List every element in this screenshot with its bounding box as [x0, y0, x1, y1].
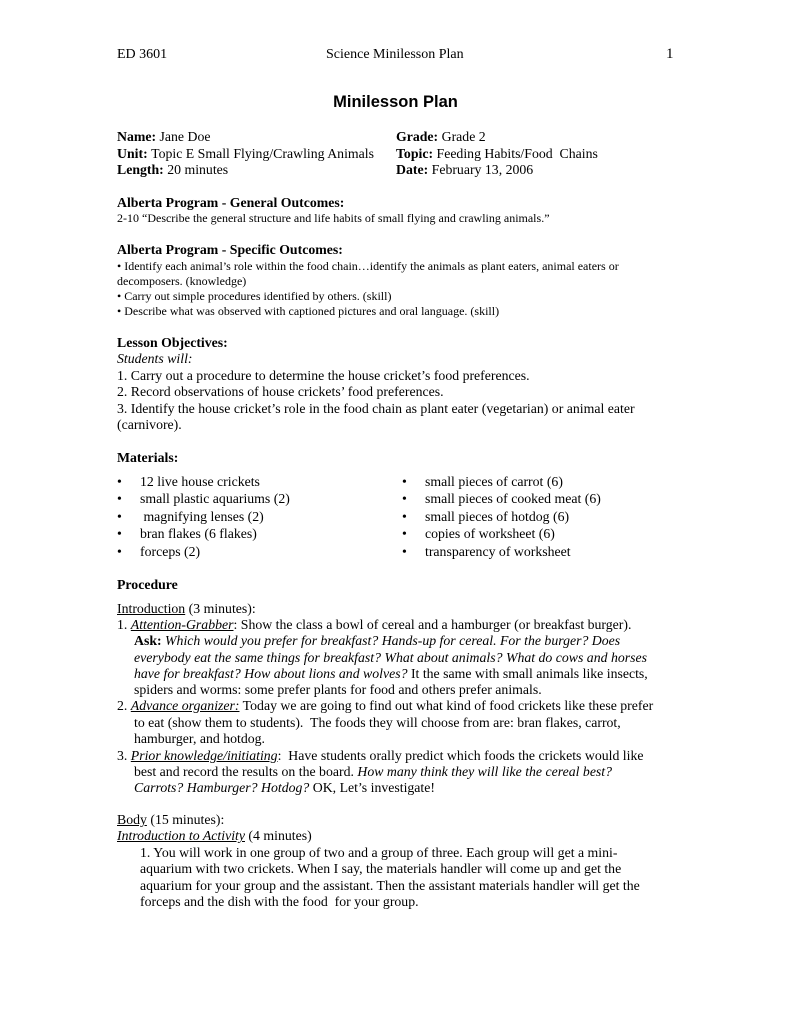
- activity-text-line: aquarium with two crickets. When I say, the materials handler will come up and get the: [140, 861, 622, 876]
- step-3-line: Carrots? Hamburger? Hotdog? OK, Let’s investigate!: [134, 780, 435, 795]
- specific-outcome-line: • Carry out simple procedures identified by others. (skill): [117, 289, 392, 303]
- materials-heading: Materials:: [117, 450, 179, 465]
- activity-text-line: forceps and the dish with the food for your group.: [140, 894, 419, 909]
- advance-organizer-label: Advance organizer:: [130, 698, 240, 713]
- specific-outcomes-heading: Alberta Program - Specific Outcomes:: [117, 242, 343, 257]
- general-outcomes-heading: Alberta Program - General Outcomes:: [117, 195, 345, 210]
- body-label: Body: [117, 812, 147, 827]
- step-3: 3. Prior knowledge/initiating: Have students orally predict which foods the crickets would like: [117, 748, 644, 763]
- unit-label: Unit:: [117, 146, 148, 161]
- topic-row: [396, 146, 598, 163]
- introduction-line: Introduction (3 minutes):: [117, 601, 256, 616]
- material-item: • small pieces of hotdog (6): [402, 509, 570, 524]
- grade-label: Grade:: [396, 129, 439, 144]
- date-row: [396, 162, 533, 179]
- material-item: • copies of worksheet (6): [402, 526, 555, 541]
- step-1: 1. Attention-Grabber: Show the class a bowl of cereal and a hamburger (or breakfast burger).: [117, 617, 632, 632]
- grade-value: Grade 2: [441, 129, 486, 144]
- step-3-line: best and record the results on the board. How many think they will like the cereal best?: [134, 764, 613, 779]
- specific-outcome-line: decomposers. (knowledge): [117, 274, 247, 288]
- activity-text-line: aquarium for your group and the assistant. Then the assistant materials handler will get the: [140, 878, 640, 893]
- step-2-line: hamburger, and hotdog.: [134, 731, 266, 746]
- ask-line: spiders and worms: some prefer plants for food and others prefer animals.: [134, 682, 542, 697]
- header-doc-title: Science Minilesson Plan: [326, 47, 464, 62]
- material-item: • small plastic aquariums (2): [117, 491, 290, 506]
- ask-line: everybody eat the same things for breakfast? What about animals? What do cows and horses: [134, 650, 647, 665]
- procedure-heading: Procedure: [117, 577, 178, 592]
- material-item: • magnifying lenses (2): [117, 509, 264, 524]
- page-title: Minilesson Plan: [333, 93, 458, 111]
- length-row: [117, 162, 228, 179]
- introduction-label: Introduction: [117, 601, 186, 616]
- attention-grabber-label: Attention-Grabber: [130, 617, 234, 632]
- activity-text-line: 1. You will work in one group of two and a group of three. Each group will get a mini-: [140, 845, 618, 860]
- material-item: • forceps (2): [117, 544, 201, 559]
- objectives-heading: Lesson Objectives:: [117, 335, 228, 350]
- ask-line: have for breakfast? How about lions and wolves? It the same with small animals like insects,: [134, 666, 648, 681]
- length-label: Length:: [117, 162, 164, 177]
- name-value: Jane Doe: [159, 129, 211, 144]
- objective-line: 2. Record observations of house crickets’ food preferences.: [117, 384, 444, 399]
- date-label: Date:: [396, 162, 429, 177]
- date-value: February 13, 2006: [431, 162, 534, 177]
- unit-value: Topic E Small Flying/Crawling Animals: [151, 146, 374, 161]
- general-outcomes-text: 2-10 “Describe the general structure and life habits of small flying and crawling animals.”: [117, 211, 550, 225]
- activity-line: Introduction to Activity (4 minutes): [117, 828, 312, 843]
- material-item: • transparency of worksheet: [402, 544, 571, 559]
- introduction-to-activity-label: Introduction to Activity: [117, 828, 245, 843]
- step-2-line: to eat (show them to students). The foods they will choose from are: bran flakes, carrot,: [134, 715, 621, 730]
- step-2: 2. Advance organizer: Today we are going to find out what kind of food crickets like these prefer: [117, 698, 654, 713]
- material-item: • small pieces of carrot (6): [402, 474, 563, 489]
- grade-row: [396, 129, 486, 146]
- ask-line: Ask: Which would you prefer for breakfast? Hands-up for cereal. For the burger? Does: [134, 633, 621, 648]
- ask-label: Ask:: [134, 633, 162, 648]
- name-label: Name:: [117, 129, 157, 144]
- length-value: 20 minutes: [167, 162, 229, 177]
- topic-value: Feeding Habits/Food Chains: [436, 146, 598, 161]
- objectives-intro: Students will:: [117, 351, 193, 366]
- material-item: • small pieces of cooked meat (6): [402, 491, 601, 506]
- unit-row: [117, 146, 374, 163]
- header-course: ED 3601: [117, 47, 168, 62]
- objective-line: 3. Identify the house cricket’s role in the food chain as plant eater (vegetarian) or animal eater: [117, 401, 635, 416]
- specific-outcome-line: • Describe what was observed with captioned pictures and oral language. (skill): [117, 304, 500, 318]
- body-line: Body (15 minutes):: [117, 812, 225, 827]
- material-item: • 12 live house crickets: [117, 474, 260, 489]
- header-page-number: 1: [666, 46, 674, 62]
- objective-line: 1. Carry out a procedure to determine the house cricket’s food preferences.: [117, 368, 530, 383]
- topic-label: Topic:: [396, 146, 434, 161]
- material-item: • bran flakes (6 flakes): [117, 526, 257, 541]
- name-row: [117, 129, 210, 146]
- specific-outcome-line: • Identify each animal’s role within the food chain…identify the animals as plant eaters, animal eaters or: [117, 259, 619, 273]
- objective-line: (carnivore).: [117, 417, 182, 432]
- prior-knowledge-label: Prior knowledge/initiating: [130, 748, 278, 763]
